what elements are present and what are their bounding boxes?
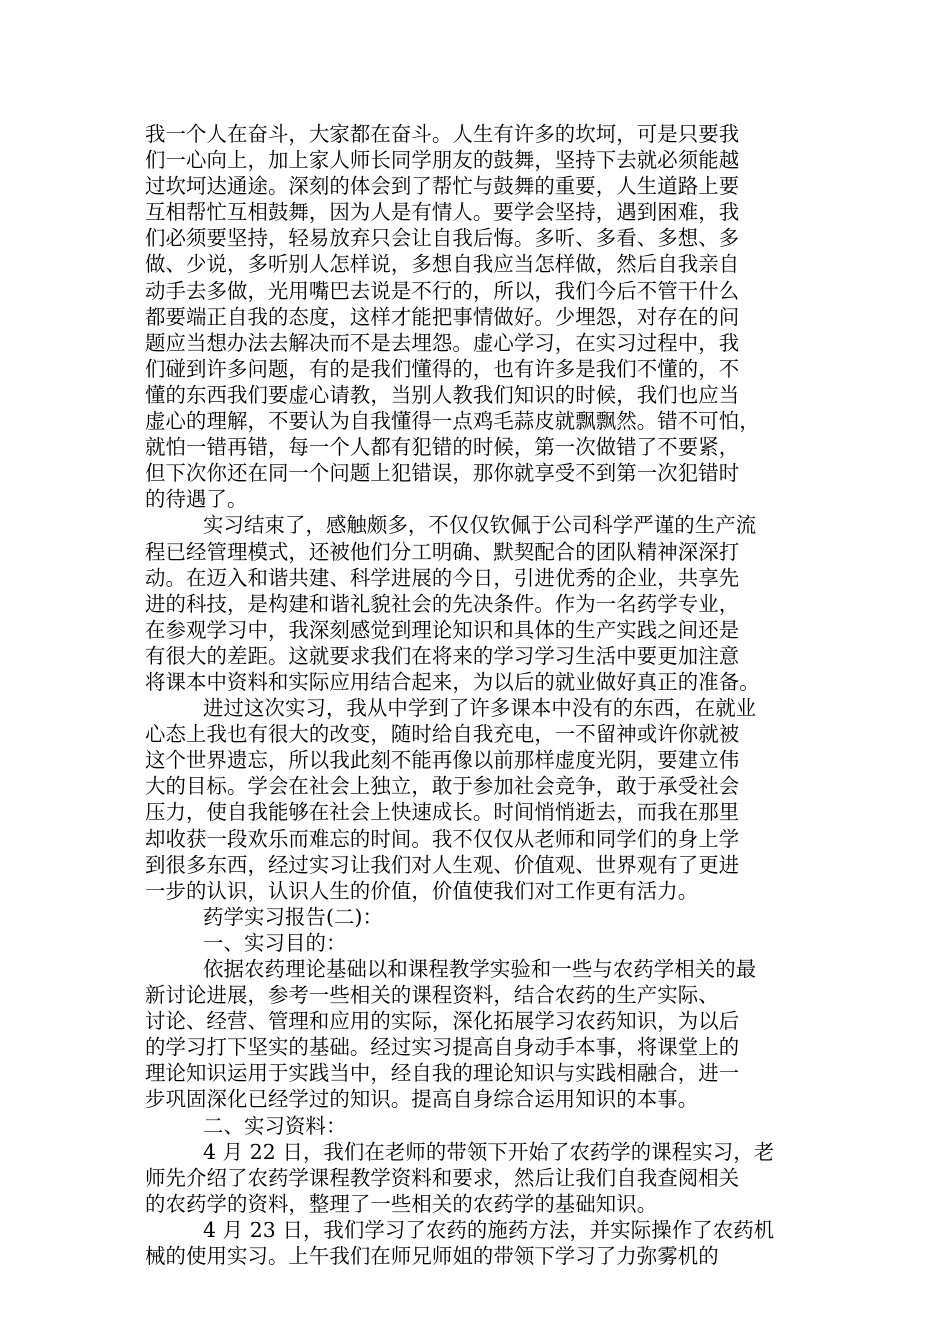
paragraph-start: 实习结束了，感触颇多，不仅仅钦佩于公司科学严谨的生产流 [203, 513, 757, 538]
text-line: 这个世界遗忘，所以我此刻不能再像以前那样虚度光阴，要建立伟 [145, 748, 740, 773]
text-line: 压力，使自我能够在社会上快速成长。时间悄悄逝去，而我在那里 [145, 800, 740, 825]
text-line: 讨论、经营、管理和应用的实际，深化拓展学习农药知识，为以后 [145, 1009, 740, 1034]
text-line: 新讨论进展，参考一些相关的课程资料，结合农药的生产实际、 [145, 983, 719, 1008]
text-line: 心态上我也有很大的改变，随时给自我充电，一不留神或许你就被 [145, 722, 740, 747]
text-line: 有很大的差距。这就要求我们在将来的学习学习生活中要更加注意 [145, 643, 740, 668]
text-line: 就怕一错再错，每一个人都有犯错的时候，第一次做错了不要紧， [145, 435, 740, 460]
paragraph-start: 4 月 22 日，我们在老师的带领下开始了农药学的课程实习，老 [203, 1139, 775, 1164]
text-line: 做、少说，多听别人怎样说，多想自我应当怎样做，然后自我亲自 [145, 252, 740, 277]
text-line: 过坎坷达通途。深刻的体会到了帮忙与鼓舞的重要，人生道路上要 [145, 174, 740, 199]
text-line: 却收获一段欢乐而难忘的时间。我不仅仅从老师和同学们的身上学 [145, 826, 740, 851]
text-line: 互相帮忙互相鼓舞，因为人是有情人。要学会坚持，遇到困难，我 [145, 200, 740, 225]
text-line: 到很多东西，经过实习让我们对人生观、价值观、世界观有了更进 [145, 852, 740, 877]
text-line: 一步的认识，认识人生的价值，价值使我们对工作更有活力。 [145, 878, 699, 903]
text-line: 动。在迈入和谐共建、科学进展的今日，引进优秀的企业，共享先 [145, 565, 740, 590]
text-line: 械的使用实习。上午我们在师兄师姐的带领下学习了力弥雾机的 [145, 1244, 719, 1269]
paragraph-start: 依据农药理论基础以和课程教学实验和一些与农药学相关的最 [203, 957, 757, 981]
paragraph-start: 进过这次实习，我从中学到了许多课本中没有的东西，在就业 [203, 696, 757, 721]
text-line: 的农药学的资料，整理了一些相关的农药学的基础知识。 [145, 1191, 658, 1216]
text-line: 但下次你还在同一个问题上犯错误，那你就享受不到第一次犯错时 [145, 461, 740, 486]
text-line: 步巩固深化已经学过的知识。提高自身综合运用知识的本事。 [145, 1087, 699, 1112]
text-line: 将课本中资料和实际应用结合起来，为以后的就业做好真正的准备。 [145, 669, 760, 694]
text-line: 进的科技，是构建和谐礼貌社会的先决条件。作为一名药学专业， [145, 591, 740, 616]
text-line: 们必须要坚持，轻易放弃只会让自我后悔。多听、多看、多想、多 [145, 226, 740, 251]
text-line: 理论知识运用于实践当中，经自我的理论知识与实践相融合，进一 [145, 1061, 740, 1086]
text-line: 我一个人在奋斗，大家都在奋斗。人生有许多的坎坷，可是只要我 [145, 122, 740, 146]
text-line: 虚心的理解，不要认为自我懂得一点鸡毛蒜皮就飘飘然。错不可怕， [145, 409, 760, 434]
paragraph-start: 4 月 23 日，我们学习了农药的施药方法，并实际操作了农药机 [203, 1217, 775, 1242]
text-line: 都要端正自我的态度，这样才能把事情做好。少埋怨，对存在的问 [145, 304, 740, 329]
text-line: 题应当想办法去解决而不是去埋怨。虚心学习，在实习过程中，我 [145, 330, 740, 355]
document-body [145, 121, 810, 1269]
text-line: 动手去多做，光用嘴巴去说是不行的，所以，我们今后不管干什么 [145, 278, 740, 303]
text-line: 们碰到许多问题，有的是我们懂得的，也有许多是我们不懂的，不 [145, 356, 740, 381]
text-line: 大的目标。学会在社会上独立，敢于参加社会竞争，敢于承受社会 [145, 774, 740, 799]
section-title: 药学实习报告(二)： [203, 904, 384, 929]
text-line: 程已经管理模式，还被他们分工明确、默契配合的团队精神深深打 [145, 539, 740, 564]
text-line: 师先介绍了农药学课程教学资料和要求，然后让我们自我查阅相关 [145, 1165, 740, 1190]
text-line: 的待遇了。 [145, 487, 248, 512]
section-heading: 二、实习资料： [203, 1113, 347, 1138]
text-line: 的学习打下坚实的基础。经过实习提高自身动手本事，将课堂上的 [145, 1035, 740, 1060]
text-line: 在参观学习中，我深刻感觉到理论知识和具体的生产实践之间还是 [145, 617, 740, 642]
text-line: 懂的东西我们要虚心请教，当别人教我们知识的时候，我们也应当 [145, 382, 740, 407]
text-line: 们一心向上，加上家人师长同学朋友的鼓舞，坚持下去就必须能越 [145, 148, 740, 173]
section-heading: 一、实习目的： [203, 930, 347, 955]
